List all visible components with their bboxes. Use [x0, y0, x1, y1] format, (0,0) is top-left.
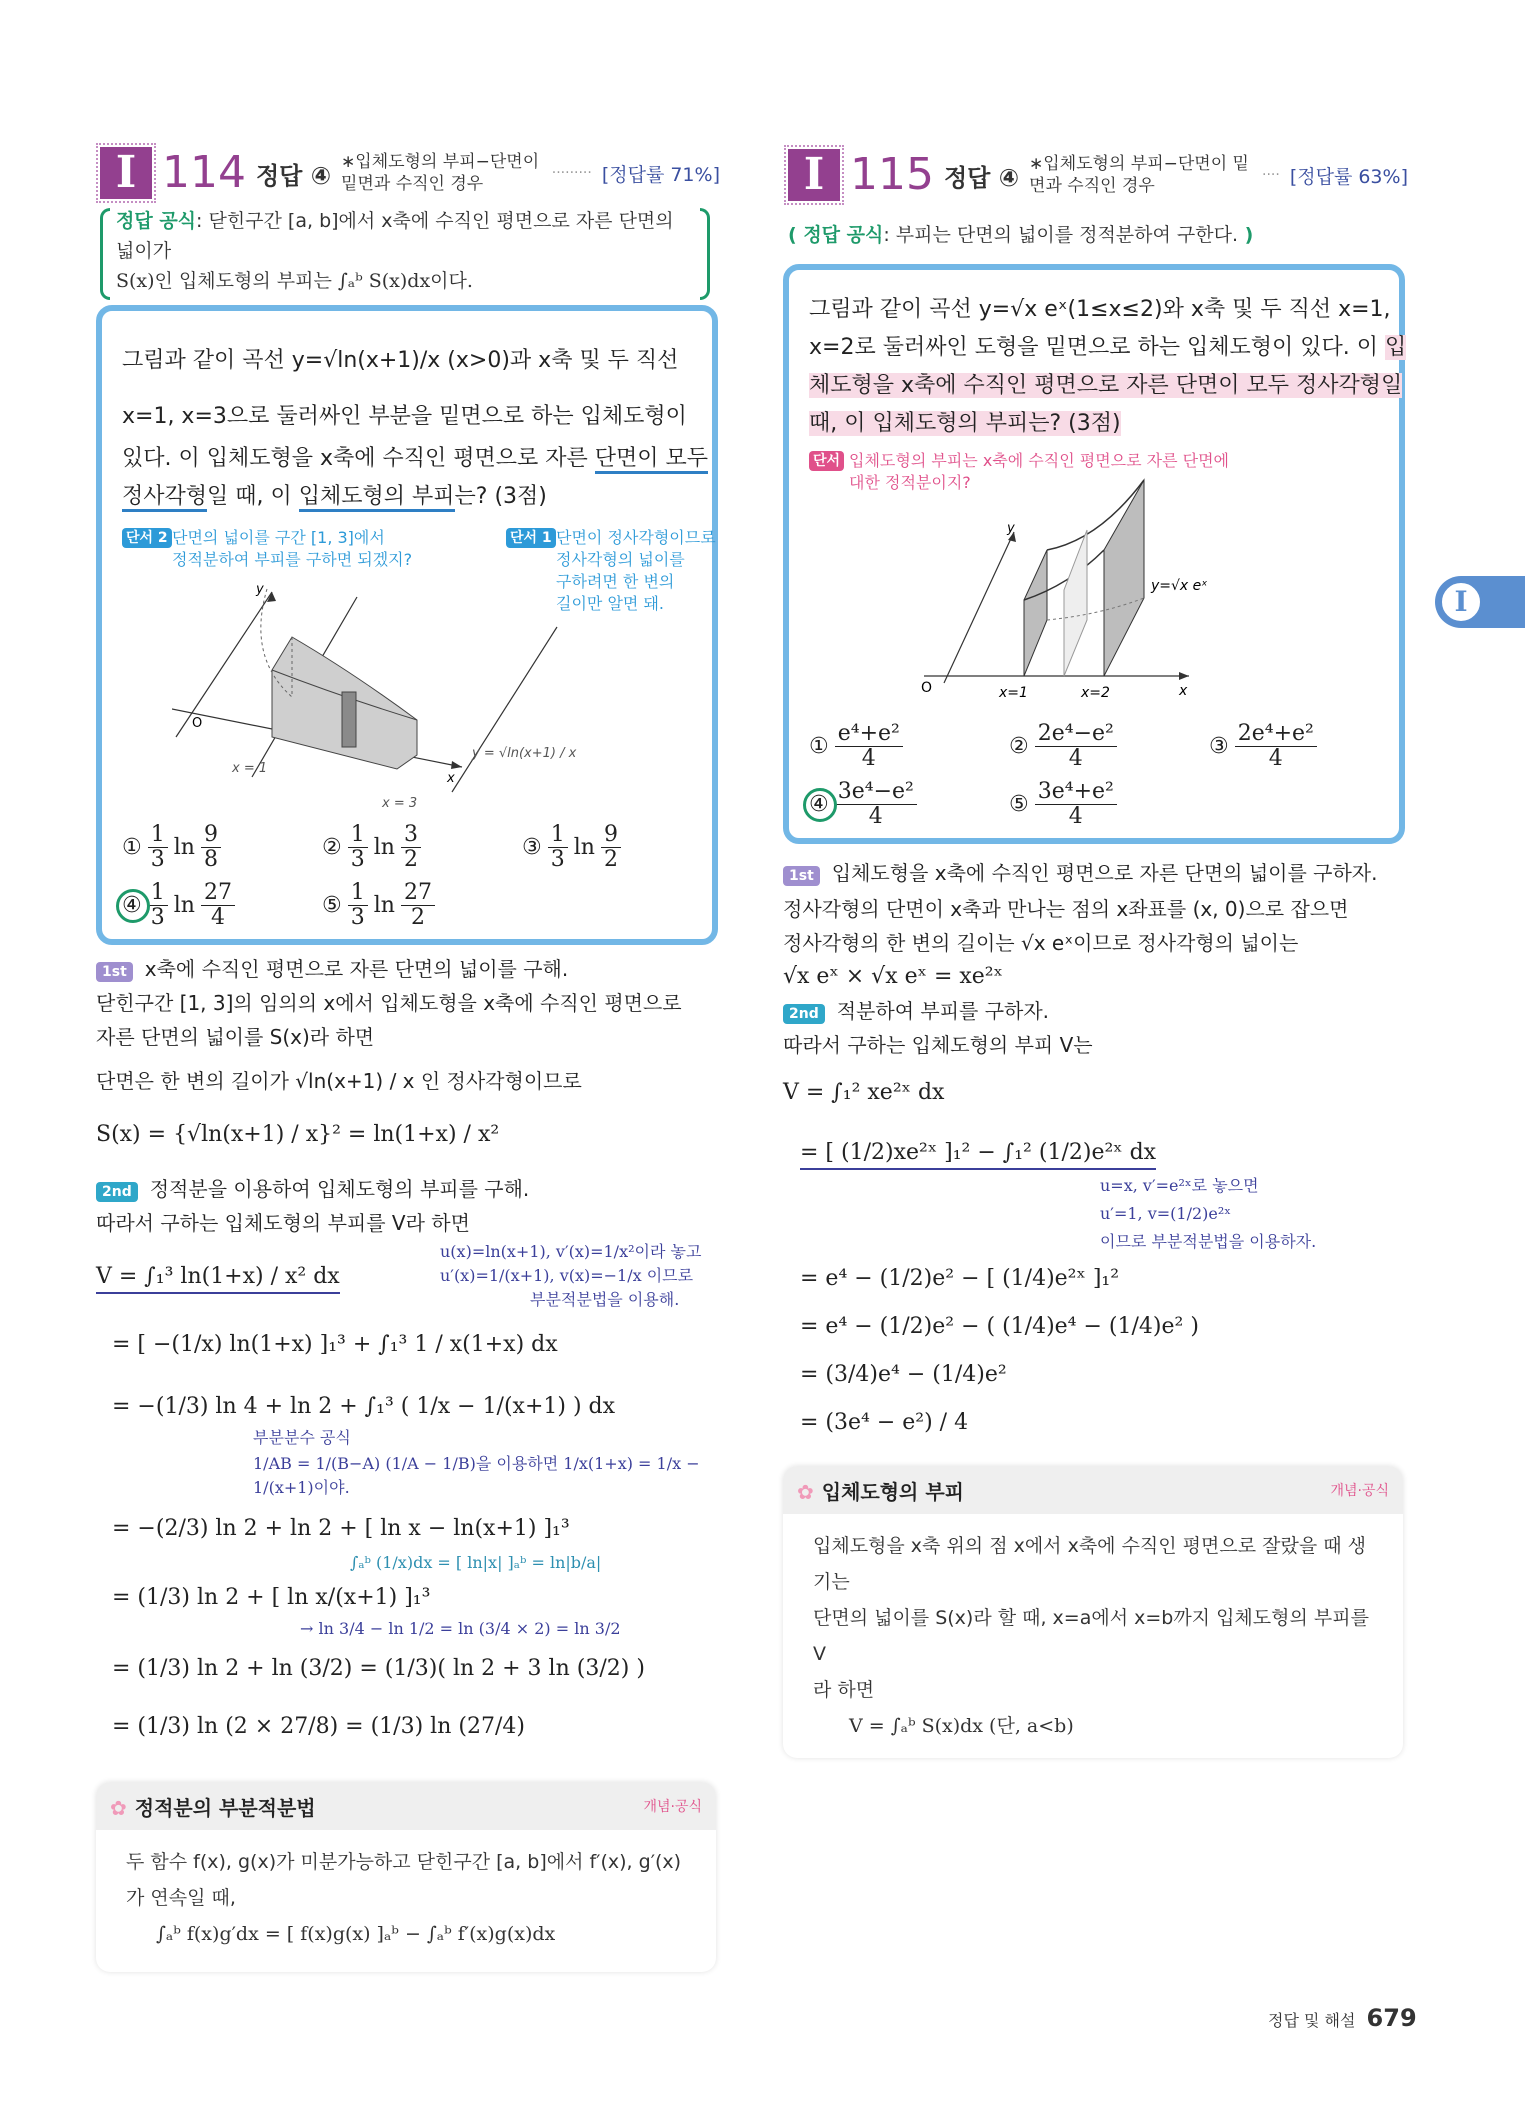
choice-number: ⑤ — [322, 893, 342, 919]
answer-choice[interactable] — [1009, 722, 1117, 771]
annotation-note: → ln 3/4 − ln 1/2 = ln (3/4 × 2) = ln 3/2 — [300, 1619, 621, 1638]
answer-choice[interactable] — [1209, 722, 1317, 771]
dots: ···· — [1262, 167, 1280, 183]
solution-math: = (3/4)e⁴ − (1/4)e² — [800, 1362, 1007, 1387]
coefficient-fraction: $\frac{1}{3}$ — [548, 823, 568, 872]
annotation-note: ∫ₐᵇ (1/x)dx = [ ln|x| ]ₐᵇ = ln|b/a| — [350, 1553, 602, 1572]
step-2-heading — [783, 996, 1049, 1026]
question-line — [809, 366, 1402, 406]
concept-line: 두 함수 f(x), g(x)가 미분가능하고 닫힌구간 [a, b]에서 f′(x), g′(x) — [126, 1851, 682, 1873]
unit-badge: I — [100, 147, 152, 199]
concept-tag: 개념·공식 — [643, 1799, 702, 1815]
solution-math: = (1/3) ln 2 + [ ln x/(x+1) ]₁³ — [112, 1585, 431, 1610]
underlined-clue: 단면이 모두 — [595, 446, 708, 474]
note-line: u′=1, v=(1/2)e²ˣ — [1100, 1204, 1232, 1223]
correct-rate: [정답률 71%] — [601, 163, 720, 186]
concept-tag: 개념·공식 — [1330, 1483, 1389, 1499]
hint-line: 입체도형의 부피는 x축에 수직인 평면으로 자른 단면에 — [849, 451, 1230, 470]
coefficient-fraction: $\frac{1}{3}$ — [348, 823, 368, 872]
line-label-x2: x=2 — [1081, 685, 1110, 701]
choice-fraction: $\frac{9}{2}$ — [601, 823, 621, 872]
line-label-x3: x = 3 — [382, 796, 418, 811]
choice-number: ② — [1009, 734, 1029, 760]
solution-math: = [ −(1/x) ln(1+x) ]₁³ + ∫₁³ 1 / x(1+x) dx — [112, 1332, 558, 1357]
topic: ∗입체도형의 부피−단면이 밑면과 수직인 경우 — [1029, 154, 1249, 196]
question-line: 그림과 같이 곡선 y=√ln(x+1)/x (x>0)과 x축 및 두 직선 — [122, 348, 679, 373]
question-text: 있다. 이 입체도형을 x축에 수직인 평면으로 자른 — [122, 446, 595, 471]
dots: ········· — [551, 165, 592, 181]
note-line: u′(x)=1/(x+1), v(x)=−1/x 이므로 — [440, 1266, 694, 1285]
concept-box-integration-by-parts — [96, 1782, 716, 1972]
note-line: u(x)=ln(x+1), v′(x)=1/x²이라 놓고 — [440, 1242, 702, 1261]
concept-line: 라 하면 — [813, 1679, 875, 1701]
chapter-side-tab-label: I — [1439, 580, 1483, 624]
correct-rate: [정답률 63%] — [1289, 165, 1408, 188]
coefficient-fraction: $\frac{1}{3}$ — [148, 881, 168, 930]
choice-number: ① — [122, 835, 142, 861]
question-box-114 — [96, 305, 718, 945]
formula-line-2: S(x)인 입체도형의 부피는 ∫ₐᵇ S(x)dx이다. — [116, 270, 473, 292]
solution-line: 따라서 구하는 입체도형의 부피 V는 — [783, 1033, 1093, 1057]
answer-choice[interactable] — [809, 722, 903, 771]
line-label-x1: x=1 — [999, 685, 1028, 701]
axis-label-x: x — [1179, 683, 1188, 699]
formula-line-1 — [116, 206, 694, 266]
choice-fraction: $\frac{\text{2e⁴+e²}}{4}$ — [1235, 722, 1317, 771]
solution-math: V = ∫₁² xe²ˣ dx — [783, 1080, 945, 1105]
answer-choice[interactable] — [809, 780, 917, 829]
hint-line: 단면이 정사각형이므로 — [556, 528, 716, 547]
curve-label: y=√x eˣ — [1151, 578, 1208, 594]
hint-line: 단면의 넓이를 구간 [1, 3]에서 — [172, 528, 385, 547]
solution-line: 닫힌구간 [1, 3]의 임의의 x에서 입체도형을 x축에 수직인 평면으로 — [96, 991, 682, 1015]
solution-math: V = ∫₁³ ln(1+x) / x² dx — [96, 1262, 340, 1294]
axis-label-y: y — [256, 582, 264, 597]
question-line — [809, 328, 1406, 368]
underlined-clue: 정사각형 — [122, 484, 207, 512]
axis-label-x: x — [447, 771, 455, 786]
hint-line: 길이만 알면 돼. — [556, 594, 664, 613]
step-2-heading — [96, 1174, 529, 1204]
solution-line: 단면은 한 변의 길이가 √ln(x+1) / x 인 정사각형이므로 — [96, 1069, 582, 1093]
formula-line: ( 정답 공식: 부피는 단면의 넓이를 정적분하여 구한다. ) — [788, 224, 1254, 246]
choice-fraction: $\frac{\text{3e⁴−e²}}{4}$ — [835, 780, 917, 829]
step-1-heading — [783, 858, 1377, 888]
choice-number: ③ — [1209, 734, 1229, 760]
question-text: 일 때, 이 — [207, 484, 299, 509]
problem-header-115 — [788, 142, 1408, 208]
choice-fraction: $\frac{3}{2}$ — [401, 823, 421, 872]
formula-text: : 부피는 단면의 넓이를 정적분하여 구한다. — [883, 224, 1239, 246]
step-badge: 1st — [783, 866, 820, 886]
solution-line: 따라서 구하는 입체도형의 부피를 V라 하면 — [96, 1211, 470, 1235]
solution-math: = e⁴ − (1/2)e² − ( (1/4)e⁴ − (1/4)e² ) — [800, 1314, 1199, 1339]
hint-line: 구하려면 한 변의 — [556, 572, 675, 591]
formula-label: 정답 공식 — [116, 210, 197, 232]
annotation-title: 부분분수 공식 — [253, 1428, 351, 1447]
flower-icon: ✿ — [110, 1795, 127, 1820]
underlined-clue: 입체도형의 부피 — [299, 484, 455, 512]
topic: ∗입체도형의 부피−단면이 밑면과 수직인 경우 — [341, 152, 540, 194]
question-text: 는? (3점) — [454, 484, 547, 509]
choice-fraction: $\frac{27}{4}$ — [201, 881, 235, 930]
highlighted-clue: 때, 이 입체도형의 부피는? (3점) — [809, 411, 1121, 436]
question-box-115 — [783, 264, 1405, 844]
concept-line: 가 연속일 때, — [126, 1887, 236, 1909]
concept-title-text: 입체도형의 부피 — [821, 1479, 964, 1504]
ln-text: ln — [173, 835, 195, 861]
step-title: 적분하여 부피를 구하자. — [836, 999, 1050, 1023]
step-badge: 2nd — [96, 1182, 138, 1202]
step-badge: 1st — [96, 962, 133, 982]
formula-label: 정답 공식 — [803, 224, 884, 246]
step-title: 정적분을 이용하여 입체도형의 부피를 구해. — [149, 1177, 530, 1201]
selected-answer-mark — [116, 889, 150, 923]
unit-badge: I — [788, 149, 840, 201]
solution-math: S(x) = {√ln(x+1) / x}² = ln(1+x) / x² — [96, 1122, 500, 1147]
question-line: 그림과 같이 곡선 y=√x eˣ(1≤x≤2)와 x축 및 두 직선 x=1, — [809, 297, 1391, 322]
formula-block — [116, 206, 694, 296]
choice-number: ③ — [522, 835, 542, 861]
chapter-side-tab[interactable] — [1435, 576, 1525, 628]
solution-line: 정사각형의 한 변의 길이는 √x eˣ이므로 정사각형의 넓이는 — [783, 931, 1299, 955]
answer-choice[interactable] — [1009, 780, 1117, 829]
solution-math: = (3e⁴ − e²) / 4 — [800, 1410, 969, 1435]
answer-label: 정답 ④ — [943, 163, 1020, 192]
solution-math: = −(1/3) ln 4 + ln 2 + ∫₁³ ( 1/x − 1/(x+1) ) dx — [112, 1394, 616, 1419]
choice-fraction: $\frac{27}{2}$ — [401, 881, 435, 930]
choice-fraction: $\frac{\text{3e⁴+e²}}{4}$ — [1035, 780, 1117, 829]
choice-number: ④ — [122, 893, 142, 918]
ln-text: ln — [373, 835, 395, 861]
flower-icon: ✿ — [797, 1479, 814, 1504]
page-number: 679 — [1366, 2004, 1417, 2032]
concept-title — [110, 1792, 316, 1821]
solution-line: 정사각형의 단면이 x축과 만나는 점의 x좌표를 (x, 0)으로 잡으면 — [783, 897, 1349, 921]
hint-line: 대한 정적분이지? — [849, 473, 971, 492]
solution-math: = −(2/3) ln 2 + ln 2 + [ ln x − ln(x+1) ]₁³ — [112, 1516, 570, 1541]
hint-label: 단서 1 — [506, 528, 556, 548]
ln-text: ln — [373, 893, 395, 919]
answer-choice[interactable] — [522, 823, 621, 872]
choice-fraction: $\frac{\text{e⁴+e²}}{4}$ — [835, 722, 903, 771]
ln-text: ln — [173, 893, 195, 919]
note-line: ln 3/4 − ln 1/2 = ln (3/4 × 2) = ln 3/2 — [318, 1619, 621, 1638]
formula-bracket-left — [100, 208, 110, 300]
footer-label: 정답 및 해설 — [1268, 2011, 1356, 2030]
footer — [1268, 2004, 1417, 2032]
concept-formula: ∫ₐᵇ f(x)g′dx = [ f(x)g(x) ]ₐᵇ − ∫ₐᵇ f′(x)g(x)dx — [156, 1923, 556, 1945]
concept-box-solid-volume — [783, 1466, 1403, 1758]
curve-label: y = √ln(x+1) / x — [472, 746, 577, 761]
concept-title — [797, 1476, 964, 1505]
coefficient-fraction: $\frac{1}{3}$ — [148, 823, 168, 872]
question-line — [122, 473, 547, 520]
concept-formula: V = ∫ₐᵇ S(x)dx (단, a<b) — [849, 1715, 1074, 1737]
annotation-note — [1100, 1174, 1316, 1254]
formula-bracket-right — [700, 208, 710, 300]
annotation-note — [440, 1240, 701, 1312]
highlighted-clue: 체도형을 x축에 수직인 평면으로 자른 단면이 모두 정사각형일 — [809, 373, 1403, 398]
formula-text: : 닫힌구간 [a, b]에서 x축에 수직인 평면으로 자른 단면의 넓이가 — [116, 210, 674, 262]
ln-text: ln — [573, 835, 595, 861]
concept-body — [96, 1830, 716, 1966]
concept-body — [783, 1514, 1403, 1758]
hint-label: 단서 2 — [122, 528, 172, 548]
question-line: x=1, x=3으로 둘러싸인 부분을 밑면으로 하는 입체도형이 — [122, 404, 687, 429]
selected-answer-mark — [803, 788, 837, 822]
origin-label: O — [921, 680, 933, 696]
question-text: x=2로 둘러싸인 도형을 밑면으로 하는 입체도형이 있다. 이 — [809, 335, 1385, 360]
concept-title-text: 정적분의 부분적분법 — [134, 1795, 316, 1820]
line-label-x1: x = 1 — [232, 761, 268, 776]
solution-math: = (1/3) ln 2 + ln (3/2) = (1/3)( ln 2 + 3 ln (3/2) ) — [112, 1656, 645, 1681]
choice-fraction: $\frac{9}{8}$ — [201, 823, 221, 872]
step-1-heading — [96, 954, 568, 984]
highlighted-clue: 입 — [1384, 335, 1407, 360]
hint-label: 단서 — [809, 451, 844, 471]
choice-fraction: $\frac{\text{2e⁴−e²}}{4}$ — [1035, 722, 1117, 771]
concept-header — [783, 1466, 1403, 1514]
choice-number: ⑤ — [1009, 792, 1029, 818]
solid-figure-115 — [919, 470, 1299, 710]
solid-figure-114 — [172, 577, 652, 817]
concept-line: 단면의 넓이를 S(x)라 할 때, x=a에서 x=b까지 입체도형의 부피를 V — [813, 1607, 1369, 1665]
note-line: 부분적분법을 이용해. — [530, 1290, 680, 1309]
hint-text — [172, 527, 412, 571]
solution-math: = e⁴ − (1/2)e² − [ (1/4)e²ˣ ]₁² — [800, 1266, 1120, 1291]
solution-math: = (1/3) ln (2 × 27/8) = (1/3) ln (27/4) — [112, 1714, 525, 1739]
choice-number: ① — [809, 734, 829, 760]
hint — [809, 450, 1230, 492]
answer-choice[interactable] — [322, 823, 421, 872]
solution-math: = [ (1/2)xe²ˣ ]₁² − ∫₁² (1/2)e²ˣ dx — [800, 1138, 1156, 1170]
question-line — [809, 404, 1121, 444]
annotation-note: 1/AB = 1/(B−A) (1/A − 1/B)을 이용하면 1/x(1+x) = 1/x − 1/(x+1)이야. — [253, 1454, 700, 1497]
step-title: 입체도형을 x축에 수직인 평면으로 자른 단면의 넓이를 구하자. — [831, 861, 1378, 885]
answer-choice[interactable] — [122, 881, 235, 930]
answer-choice[interactable] — [322, 881, 435, 930]
coefficient-fraction: $\frac{1}{3}$ — [348, 881, 368, 930]
answer-label: 정답 ④ — [255, 161, 332, 190]
choice-number: ② — [322, 835, 342, 861]
answer-choice[interactable] — [122, 823, 221, 872]
hint-line: 정사각형의 넓이를 — [556, 550, 685, 569]
axis-label-y: y — [1007, 521, 1015, 536]
origin-label: O — [192, 716, 203, 731]
note-line: u=x, v′=e²ˣ로 놓으면 — [1100, 1176, 1259, 1195]
step-title: x축에 수직인 평면으로 자른 단면의 넓이를 구해. — [144, 957, 569, 981]
solution-math: √x eˣ × √x eˣ = xe²ˣ — [783, 964, 1003, 989]
note-line: 이므로 부분적분법을 이용하자. — [1100, 1232, 1317, 1251]
hint-line: 정적분하여 부피를 구하면 되겠지? — [172, 550, 413, 569]
choice-number: ④ — [809, 792, 829, 817]
hint-1 — [506, 527, 716, 613]
concept-header — [96, 1782, 716, 1830]
problem-number: 115 — [850, 149, 934, 200]
problem-number: 114 — [162, 147, 246, 198]
concept-line: 입체도형을 x축 위의 점 x에서 x축에 수직인 평면으로 잘랐을 때 생기는 — [813, 1535, 1366, 1593]
step-badge: 2nd — [783, 1004, 825, 1024]
problem-header-114 — [100, 140, 720, 206]
solution-line: 자른 단면의 넓이를 S(x)라 하면 — [96, 1025, 375, 1049]
hint-2 — [122, 527, 413, 569]
